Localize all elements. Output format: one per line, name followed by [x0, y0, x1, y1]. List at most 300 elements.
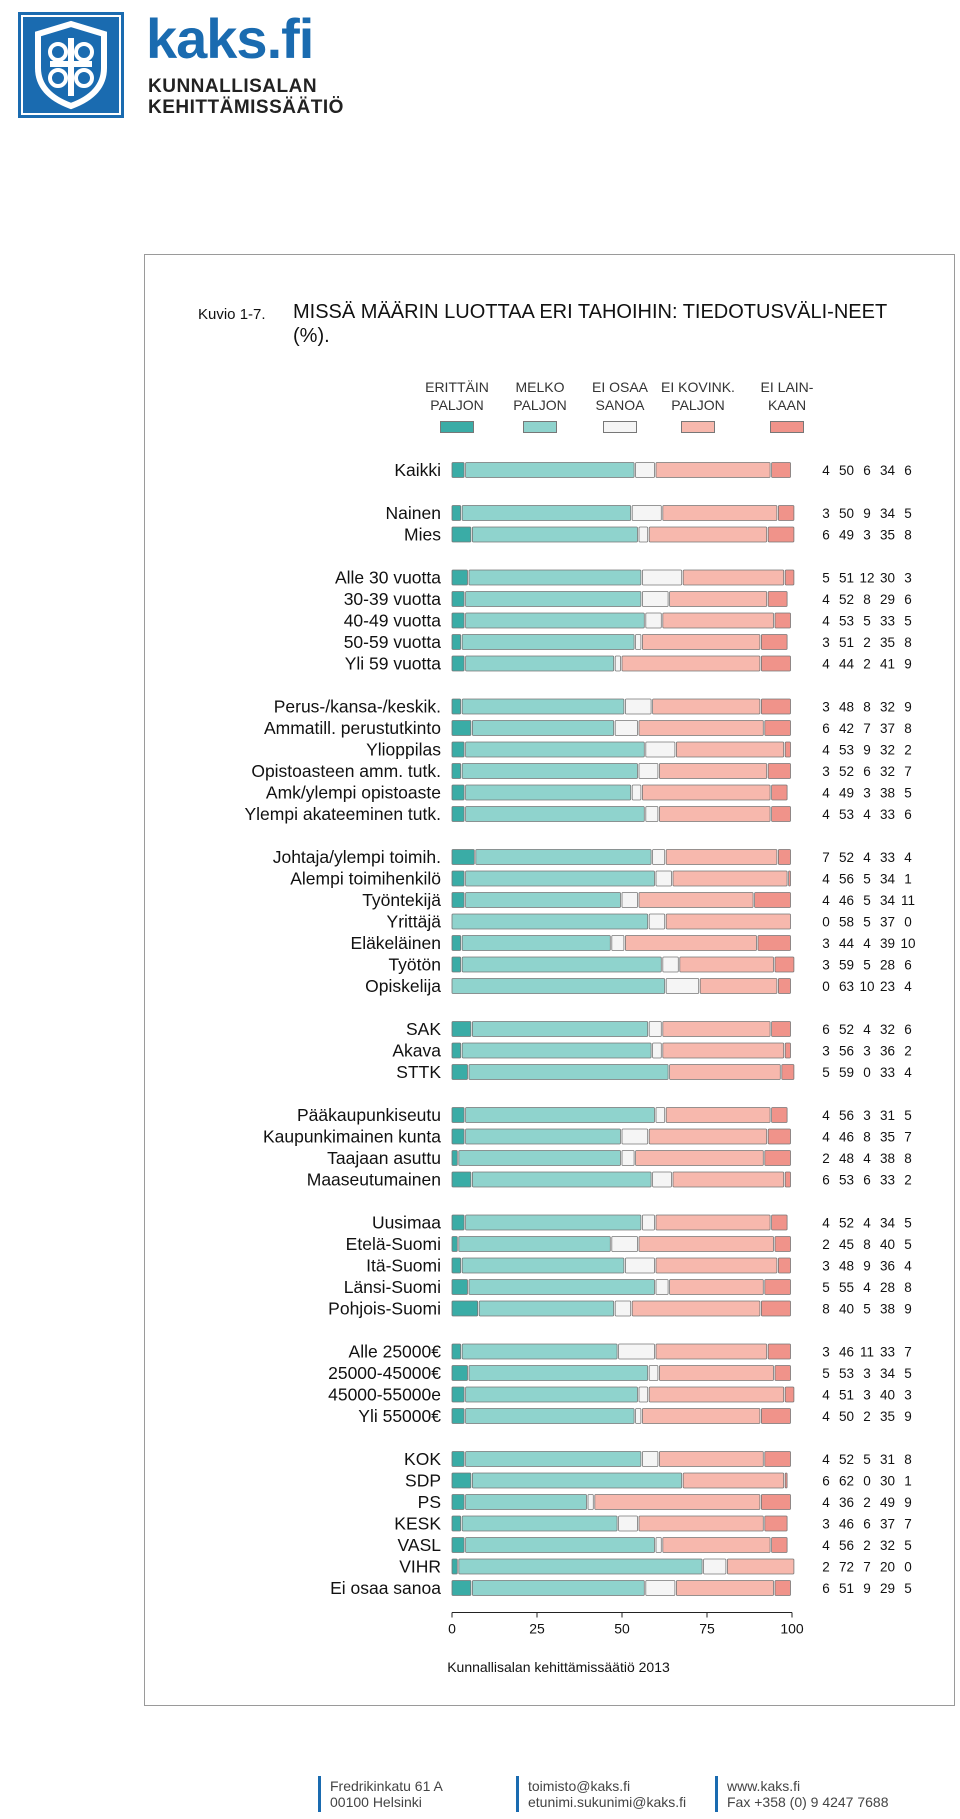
bar-value-label: 3: [822, 1043, 830, 1059]
bar-segment: [775, 1237, 791, 1252]
bar-value-label: 7: [904, 1344, 912, 1360]
bar-segment: [452, 1409, 464, 1424]
bar-value-label: 44: [838, 936, 855, 951]
bar-segment: [775, 1581, 791, 1596]
bar-segment: [472, 1022, 647, 1037]
bar-value-label: 2: [822, 1151, 830, 1166]
bar-value-label: 5: [863, 957, 871, 973]
bar-value-label: 3: [822, 506, 830, 521]
bar-value-label: 5: [863, 871, 871, 887]
bar-category-label: Pohjois-Suomi: [328, 1298, 441, 1319]
bar-value-label: 35: [879, 1409, 896, 1424]
bar-category-label: Uusimaa: [371, 1212, 441, 1233]
bar-value-label: 2: [863, 635, 871, 650]
x-tick-label: 100: [780, 1620, 804, 1637]
bar-segment: [452, 742, 464, 757]
bar-segment: [452, 1538, 464, 1553]
bar-segment: [639, 893, 753, 908]
bar-segment: [642, 570, 681, 585]
bar-category-label: PS: [417, 1492, 441, 1512]
bar-segment: [765, 1151, 791, 1166]
bar-value-label: 5: [863, 1452, 871, 1467]
bar-value-label: 29: [879, 592, 896, 607]
bar-value-label: 32: [879, 1538, 896, 1553]
bar-value-label: 4: [822, 1452, 830, 1467]
bar-category-label: Johtaja/ylempi toimih.: [272, 847, 441, 867]
bar-value-label: 3: [822, 635, 830, 650]
bar-value-label: 56: [838, 871, 855, 887]
bar-segment: [452, 893, 464, 908]
bar-segment: [656, 1344, 767, 1359]
bar-segment: [778, 506, 794, 521]
bar-segment: [469, 1065, 668, 1080]
bar-category-label: Eläkeläinen: [350, 933, 441, 953]
bar-value-label: 4: [863, 1022, 871, 1037]
bar-segment: [452, 1495, 464, 1510]
bar-value-label: 53: [838, 1366, 855, 1381]
bar-segment: [466, 1409, 634, 1424]
bar-category-label: Länsi-Suomi: [343, 1277, 441, 1297]
bar-value-label: 6: [822, 1473, 830, 1489]
bar-category-label: Ylempi akateeminen tutk.: [244, 804, 441, 824]
bar-category-label: Nainen: [385, 503, 441, 523]
bar-segment: [636, 1409, 641, 1424]
bar-segment: [452, 1108, 464, 1123]
bar-value-label: 4: [822, 1495, 830, 1510]
bar-value-label: 50: [838, 463, 855, 478]
bar-segment: [642, 1409, 760, 1424]
bar-segment: [452, 592, 464, 607]
bar-segment: [632, 1301, 760, 1316]
bar-segment: [656, 1280, 668, 1295]
bar-segment: [625, 699, 651, 714]
bar-segment: [778, 850, 790, 865]
bar-value-label: 2: [822, 1237, 830, 1252]
bar-value-label: 3: [822, 764, 830, 779]
bar-segment: [452, 979, 665, 994]
bar-value-label: 5: [904, 1538, 912, 1553]
bar-value-label: 34: [879, 893, 896, 908]
bar-segment: [632, 506, 661, 521]
bar-value-label: 8: [904, 1151, 912, 1166]
bar-value-label: 33: [879, 613, 896, 629]
bar-segment: [765, 1452, 791, 1467]
bar-segment: [761, 699, 790, 714]
bar-segment: [636, 1151, 764, 1166]
bar-value-label: 10: [859, 979, 875, 994]
bar-segment: [663, 957, 679, 972]
bar-value-label: 6: [904, 1022, 912, 1037]
bar-category-label: Maaseutumainen: [306, 1169, 441, 1190]
bar-value-label: 59: [838, 1065, 855, 1080]
bar-value-label: 0: [863, 1473, 871, 1489]
bar-value-label: 9: [904, 699, 912, 715]
bar-value-label: 3: [863, 785, 871, 801]
footer-divider: [516, 1776, 519, 1812]
bar-segment: [649, 527, 767, 542]
figure-source: Kunnallisalan kehittämissäätiö 2013: [447, 1659, 670, 1675]
bar-segment: [778, 1258, 790, 1273]
footer-divider: [715, 1776, 718, 1812]
bar-segment: [789, 871, 791, 886]
bar-segment: [452, 570, 468, 585]
bar-segment: [670, 1065, 781, 1080]
bar-category-label: Ei osaa sanoa: [330, 1578, 441, 1598]
bar-segment: [466, 871, 655, 886]
bar-value-label: 4: [822, 592, 830, 607]
footer-address: [330, 1778, 443, 1810]
bar-segment: [772, 1022, 791, 1037]
bar-value-label: 34: [879, 871, 896, 887]
bar-value-label: 58: [838, 914, 855, 930]
bar-segment: [452, 1258, 461, 1273]
bar-value-label: 33: [879, 1172, 896, 1188]
bar-segment: [639, 1516, 763, 1531]
bar-segment: [670, 1280, 764, 1295]
bar-segment: [663, 1538, 770, 1553]
bar-value-label: 6: [822, 1581, 830, 1596]
logo-subtitle-line1: KUNNALLISALAN: [148, 76, 318, 97]
bar-segment: [646, 807, 658, 822]
bar-value-label: 53: [838, 1172, 855, 1188]
bar-segment: [656, 1215, 770, 1230]
bar-segment: [768, 764, 790, 779]
bar-value-label: 1: [904, 1473, 912, 1489]
bar-category-label: Yli 59 vuotta: [344, 653, 441, 674]
bar-category-label: Opistoasteen amm. tutk.: [251, 761, 441, 781]
bar-segment: [656, 1538, 661, 1553]
bar-value-label: 9: [863, 1581, 871, 1596]
bar-segment: [646, 1581, 675, 1596]
bar-value-label: 51: [838, 1387, 855, 1403]
bar-segment: [452, 1215, 464, 1230]
bar-value-label: 52: [838, 764, 855, 779]
bar-value-label: 38: [879, 785, 896, 801]
bar-segment: [656, 1258, 777, 1273]
figure-title: MISSÄ MÄÄRIN LUOTTAA ERI TAHOIHIN: TIEDOTUSVÄLI-NEET (%).: [293, 301, 887, 347]
bar-segment: [622, 893, 638, 908]
bar-value-label: 0: [904, 914, 912, 930]
bar-value-label: 48: [838, 699, 855, 715]
bar-segment: [775, 957, 794, 972]
footer-web-line1[interactable]: www.kaks.fi: [727, 1778, 801, 1794]
bar-value-label: 34: [879, 1366, 896, 1381]
bar-segment: [642, 1215, 654, 1230]
legend-label-1: MELKO PALJON: [513, 379, 567, 413]
bar-segment: [472, 1172, 651, 1187]
footer-email-line2[interactable]: etunimi.sukunimi@kaks.fi: [528, 1794, 687, 1810]
bar-segment: [612, 1237, 638, 1252]
bar-value-label: 34: [879, 463, 896, 478]
bar-segment: [452, 1516, 461, 1531]
bar-segment: [466, 807, 645, 822]
bar-segment: [615, 1301, 631, 1316]
bar-segment: [452, 871, 464, 886]
bar-segment: [469, 1280, 655, 1295]
bar-segment: [452, 1301, 478, 1316]
bar-value-label: 4: [822, 1129, 830, 1145]
bar-category-label: Kaupunkimainen kunta: [262, 1126, 441, 1147]
bar-value-label: 35: [879, 1129, 896, 1145]
footer-web-line2[interactable]: Fax +358 (0) 9 4247 7688: [727, 1794, 889, 1810]
bar-value-label: 33: [879, 807, 896, 822]
bar-segment: [452, 850, 474, 865]
bar-value-label: 29: [879, 1581, 896, 1596]
bar-value-label: 0: [863, 1065, 871, 1080]
bar-value-label: 8: [904, 721, 912, 736]
x-tick-label: 50: [614, 1620, 630, 1637]
bar-segment: [670, 592, 767, 607]
bar-segment: [642, 785, 770, 800]
bar-category-label: KESK: [394, 1513, 441, 1534]
bar-category-label: Pääkaupunkiseutu: [297, 1105, 441, 1125]
bar-value-label: 6: [822, 527, 830, 543]
bar-segment: [452, 613, 464, 628]
bar-segment: [466, 1108, 655, 1123]
bar-segment: [768, 1344, 790, 1359]
bar-value-label: 33: [879, 1344, 896, 1360]
bar-segment: [785, 1387, 794, 1402]
bar-segment: [452, 1065, 468, 1080]
bar-value-label: 49: [838, 527, 855, 543]
bar-segment: [639, 764, 658, 779]
bar-segment: [462, 1258, 624, 1273]
bar-value-label: 2: [863, 1495, 871, 1510]
bar-segment: [462, 764, 637, 779]
bar-segment: [452, 1559, 457, 1574]
bar-segment: [785, 570, 794, 585]
bar-value-label: 28: [879, 957, 896, 973]
bar-value-label: 4: [822, 1215, 830, 1231]
bar-segment: [452, 527, 471, 542]
bar-value-label: 6: [863, 764, 871, 779]
bar-segment: [452, 656, 464, 671]
bar-category-label: VASL: [397, 1535, 441, 1555]
bar-value-label: 36: [879, 1258, 896, 1274]
bar-segment: [656, 1108, 665, 1123]
bar-value-label: 4: [822, 893, 830, 908]
bar-value-label: 42: [838, 721, 855, 736]
bar-value-label: 5: [904, 613, 912, 629]
bar-value-label: 6: [822, 1022, 830, 1037]
bar-category-label: Perus-/kansa-/keskik.: [273, 696, 441, 717]
bar-value-label: 3: [863, 1108, 871, 1123]
bar-category-label: SDP: [405, 1470, 441, 1491]
bar-category-label: Taajaan asuttu: [327, 1148, 441, 1168]
bar-value-label: 51: [838, 635, 855, 650]
bar-segment: [785, 1172, 790, 1187]
bar-segment: [653, 699, 760, 714]
bar-segment: [704, 1559, 726, 1574]
bar-value-label: 6: [904, 592, 912, 607]
bar-value-label: 3: [822, 1258, 830, 1274]
bar-segment: [466, 1538, 655, 1553]
footer-web: [727, 1778, 889, 1810]
bar-value-label: 4: [822, 1538, 830, 1553]
bar-segment: [452, 914, 648, 929]
bar-segment: [469, 570, 641, 585]
bar-value-label: 53: [838, 742, 855, 758]
bar-value-label: 41: [879, 656, 896, 672]
bar-category-label: Alle 30 vuotta: [334, 567, 441, 588]
bar-segment: [772, 785, 788, 800]
bar-segment: [452, 1344, 461, 1359]
bar-value-label: 63: [838, 979, 855, 994]
bar-segment: [459, 1237, 611, 1252]
bar-segment: [466, 1129, 621, 1144]
bar-value-label: 11: [900, 893, 916, 908]
bar-segment: [659, 1452, 763, 1467]
bar-value-label: 9: [904, 1495, 912, 1510]
bar-value-label: 4: [822, 613, 830, 629]
bar-segment: [785, 1043, 790, 1058]
bar-value-label: 8: [863, 699, 871, 715]
bar-value-label: 3: [822, 957, 830, 973]
bar-segment: [666, 979, 699, 994]
bar-segment: [785, 1473, 787, 1488]
bar-segment: [452, 764, 461, 779]
bar-category-label: Alle 25000€: [348, 1341, 441, 1362]
bar-value-label: 20: [879, 1559, 896, 1575]
bar-segment: [649, 1366, 658, 1381]
bar-value-label: 59: [838, 957, 855, 973]
bar-segment: [452, 785, 464, 800]
bar-value-label: 4: [822, 742, 830, 758]
bar-segment: [462, 1344, 617, 1359]
bar-segment: [452, 936, 461, 951]
bar-segment: [680, 957, 774, 972]
bar-segment: [595, 1495, 760, 1510]
bar-value-label: 2: [904, 1172, 912, 1188]
bar-value-label: 3: [822, 1344, 830, 1360]
logo-subtitle-line2: KEHITTÄMISSÄÄTIÖ: [148, 97, 344, 118]
bar-value-label: 31: [879, 1452, 896, 1467]
bar-value-label: 4: [863, 936, 871, 951]
bar-value-label: 36: [838, 1495, 855, 1510]
bar-value-label: 4: [863, 807, 871, 822]
x-tick-label: 25: [529, 1620, 545, 1637]
bar-segment: [452, 1172, 471, 1187]
bar-value-label: 9: [863, 1258, 871, 1274]
bar-category-label: 30-39 vuotta: [343, 589, 441, 609]
bar-segment: [761, 1301, 790, 1316]
bar-segment: [472, 527, 637, 542]
bar-category-label: STTK: [396, 1062, 441, 1082]
bar-segment: [649, 1387, 784, 1402]
bar-value-label: 52: [838, 1022, 855, 1037]
bar-segment: [761, 1409, 790, 1424]
figure-label: Kuvio 1-7.: [198, 306, 266, 323]
bar-segment: [761, 635, 787, 650]
footer-email-line1[interactable]: toimisto@kaks.fi: [528, 1778, 631, 1794]
bar-value-label: 8: [904, 1280, 912, 1295]
bar-value-label: 3: [904, 1387, 912, 1403]
bar-segment: [676, 742, 783, 757]
bar-category-label: Alempi toimihenkilö: [290, 868, 441, 889]
bar-value-label: 4: [822, 871, 830, 887]
bar-value-label: 4: [822, 1108, 830, 1123]
footer-address-line2: 00100 Helsinki: [330, 1794, 422, 1810]
bar-segment: [666, 914, 790, 929]
bar-segment: [452, 506, 461, 521]
bar-segment: [462, 699, 624, 714]
bar-value-label: 34: [879, 1215, 896, 1231]
bar-value-label: 4: [863, 850, 871, 865]
bar-value-label: 50: [838, 506, 855, 521]
bar-segment: [636, 463, 655, 478]
legend-label-0: ERITTÄIN PALJON: [425, 379, 489, 413]
bar-segment: [612, 936, 624, 951]
bar-value-label: 37: [879, 914, 896, 930]
bar-segment: [452, 1581, 471, 1596]
bar-category-label: Itä-Suomi: [366, 1255, 441, 1276]
bar-segment: [666, 850, 777, 865]
bar-value-label: 4: [822, 1387, 830, 1403]
bar-segment: [466, 1215, 641, 1230]
bar-category-label: Työntekijä: [362, 890, 441, 910]
bar-segment: [452, 807, 464, 822]
bar-value-label: 9: [904, 1301, 912, 1317]
bar-segment: [452, 1237, 457, 1252]
bar-value-label: 6: [863, 1172, 871, 1188]
bar-value-label: 56: [838, 1108, 855, 1123]
bar-value-label: 8: [904, 1452, 912, 1467]
bar-segment: [625, 936, 756, 951]
legend-label-4: EI LAIN- KAAN: [760, 379, 814, 413]
bar-value-label: 46: [838, 893, 855, 908]
bar-value-label: 4: [822, 807, 830, 822]
bar-segment: [673, 871, 787, 886]
bar-value-label: 48: [838, 1151, 855, 1166]
footer-email: [528, 1778, 686, 1810]
bar-segment: [656, 871, 672, 886]
bar-segment: [727, 1559, 794, 1574]
bar-value-label: 11: [859, 1344, 875, 1360]
bar-category-label: Kaikki: [394, 460, 441, 480]
bar-category-label: Mies: [404, 524, 441, 545]
bar-value-label: 46: [838, 1516, 855, 1532]
bar-segment: [663, 506, 777, 521]
bar-value-label: 2: [863, 656, 871, 672]
bar-value-label: 4: [822, 463, 830, 478]
bar-category-label: 45000-55000e: [328, 1384, 441, 1405]
bar-segment: [663, 1043, 784, 1058]
bar-value-label: 2: [822, 1559, 830, 1575]
bar-value-label: 51: [838, 1581, 855, 1596]
bar-segment: [452, 1473, 471, 1488]
bar-value-label: 45: [838, 1237, 855, 1252]
bar-segment: [466, 656, 614, 671]
bar-segment: [659, 764, 766, 779]
bar-value-label: 4: [904, 1065, 912, 1080]
bar-segment: [459, 1151, 621, 1166]
bar-value-label: 0: [822, 914, 830, 930]
bar-value-label: 30: [879, 570, 896, 586]
bar-value-label: 23: [879, 979, 896, 994]
bar-value-label: 53: [838, 807, 855, 822]
bar-segment: [462, 506, 631, 521]
bar-value-label: 0: [822, 979, 830, 994]
bar-value-label: 32: [879, 764, 896, 779]
bar-segment: [466, 463, 634, 478]
x-tick-label: 75: [699, 1620, 715, 1637]
bar-segment: [659, 807, 770, 822]
bar-category-label: Etelä-Suomi: [345, 1234, 441, 1254]
legend-label-2: EI OSAA SANOA: [591, 379, 649, 413]
bar-value-label: 5: [822, 1065, 830, 1080]
bar-value-label: 9: [904, 1409, 912, 1424]
bar-value-label: 2: [904, 742, 912, 758]
